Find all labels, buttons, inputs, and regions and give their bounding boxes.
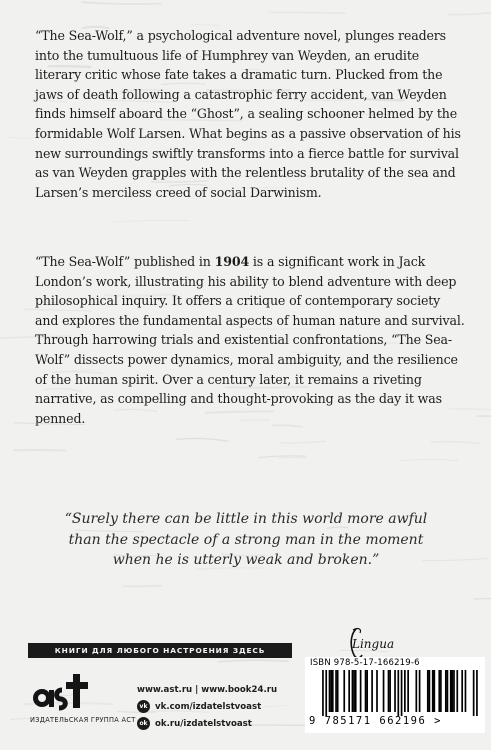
barcode-bar: [461, 670, 463, 712]
publisher-links: [137, 681, 277, 732]
publisher-group-caption: ИЗДАТЕЛЬСКАЯ ГРУППА АСТ: [30, 716, 136, 724]
vk-link[interactable]: [137, 698, 277, 715]
barcode-bar: [330, 670, 332, 712]
barcode-bar: [465, 670, 467, 712]
barcode-bar: [440, 670, 442, 712]
barcode-bar: [438, 670, 440, 712]
website-links-text[interactable]: www.ast.ru | www.book24.ru: [137, 684, 278, 695]
barcode-bar: [407, 670, 409, 712]
barcode-bar: [397, 670, 399, 716]
barcode-bar: [434, 670, 436, 712]
barcode-bar: [447, 670, 449, 712]
barcode-image: [309, 670, 481, 716]
barcode-bar: [335, 670, 337, 712]
tagline-banner: КНИГИ ДЛЯ ЛЮБОГО НАСТРОЕНИЯ ЗДЕСЬ: [28, 643, 292, 658]
ast-logo-mark-icon: [28, 668, 108, 716]
barcode-bar: [355, 670, 357, 712]
ok-link-text[interactable]: ok.ru/izdatelstvoast: [155, 718, 252, 729]
vk-social-icon: vk: [137, 700, 150, 713]
barcode-digits: 9 785171 662196 >: [309, 715, 442, 727]
barcode-bar: [371, 670, 373, 712]
barcode-bar: [388, 670, 390, 712]
description-paragraph-2: “The Sea-Wolf” published in 1904 is a significant work in Jack London’s work, illustrating his ability to blend adventure with deep philosophical inquiry. It offers a critique of contemporary society and explores the fundamental aspects of human nature and survival. Through harrowing trials and existential confrontations, “The Sea-Wolf” dissects power dynamics, moral ambiguity, and the resilience of the human spirit. Over a century later, it remains a riveting narrative, as compelling and thought-provoking as the day it was penned.: [35, 254, 465, 426]
barcode-bar: [432, 670, 434, 712]
barcode-bar: [383, 670, 385, 712]
ok-link[interactable]: [137, 715, 277, 732]
odnoklassniki-social-icon: ok: [137, 717, 150, 730]
barcode-bar: [389, 670, 391, 712]
barcode-bar: [348, 670, 350, 712]
barcode-bar: [404, 670, 406, 712]
barcode-bar: [476, 670, 478, 716]
barcode-bar: [352, 670, 354, 712]
barcode-bar: [445, 670, 447, 712]
isbn-barcode-panel: [305, 657, 485, 733]
barcode-bar: [450, 670, 452, 712]
barcode-bar: [325, 670, 327, 716]
barcode-bar: [366, 670, 368, 712]
barcode-bar: [322, 670, 324, 716]
barcode-bar: [456, 670, 458, 712]
barcode-bar: [360, 670, 362, 712]
barcode-bar: [473, 670, 475, 716]
barcode-bar: [419, 670, 421, 712]
barcode-bar: [376, 670, 378, 712]
barcode-bar: [329, 670, 331, 712]
barcode-bar: [452, 670, 454, 712]
barcode-bar: [343, 670, 345, 712]
isbn-label: ISBN 978-5-17-166219-6: [310, 658, 420, 668]
barcode-bar: [394, 670, 396, 712]
website-links[interactable]: [137, 681, 277, 698]
barcode-bar: [429, 670, 431, 712]
lingua-wordmark: Lingua: [352, 637, 395, 651]
barcode-bar: [353, 670, 355, 712]
barcode-bar: [365, 670, 367, 712]
publication-year: 1904: [214, 254, 250, 269]
barcode-bar: [415, 670, 417, 712]
description-paragraph-1: “The Sea-Wolf,” a psychological adventure novel, plunges readers into the tumultuous life of Humphrey van Weyden, an erudite literary critic whose fate takes a dramatic turn. Plucked from the jaws of death following a catastrophic ferry accident, van Weyden finds himself aboard the “Ghost”, a sealing schooner helmed by the formidable Wolf Larsen. What begins as a passive observation of his new surroundings swiftly transforms into a fierce battle for survival as van Weyden grapples with the relentless brutality of the sea and Larsen’s merciless creed of social Darwinism.: [35, 28, 461, 200]
barcode-bar: [332, 670, 334, 712]
barcode-bar: [401, 670, 403, 716]
barcode-bar: [427, 670, 429, 712]
book-quote: “Surely there can be little in this world more awful than the spectacle of a strong man in the moment when he is utterly weak and broken.”: [64, 511, 428, 568]
barcode-bar: [453, 670, 455, 712]
vk-link-text[interactable]: vk.com/izdatelstvoast: [155, 701, 262, 712]
barcode-bar: [337, 670, 339, 712]
